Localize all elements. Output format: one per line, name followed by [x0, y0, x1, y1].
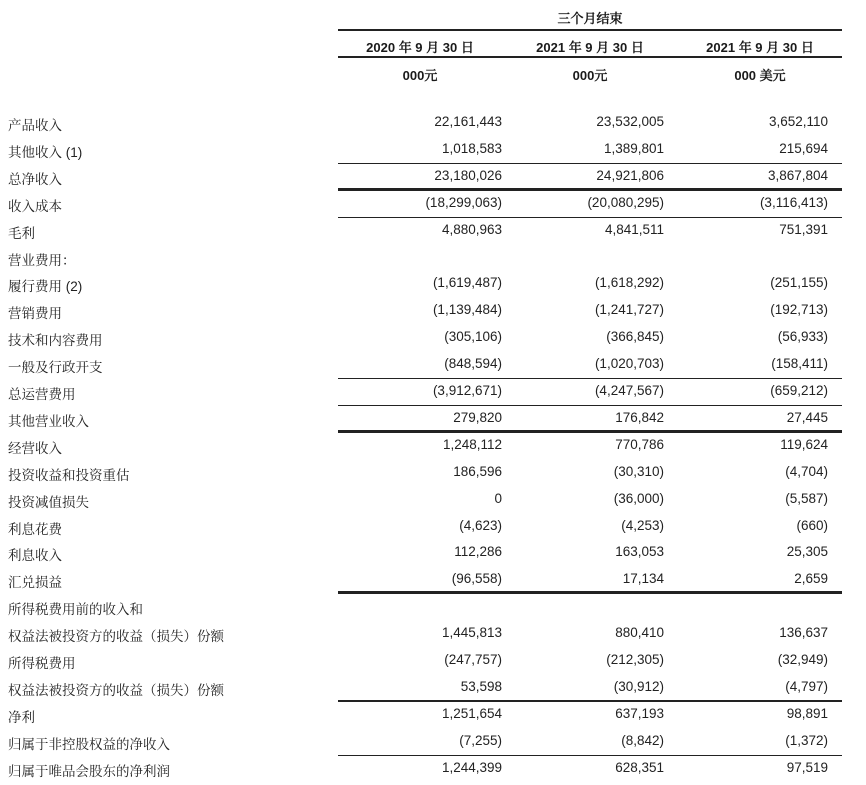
- table-row: [0, 620, 866, 647]
- row-value: (18,299,063): [425, 194, 502, 210]
- table-row: [0, 647, 866, 674]
- row-label: 总运营费用: [8, 387, 76, 402]
- column-unit: 000 美元: [734, 68, 786, 83]
- table-row: [0, 459, 866, 486]
- row-label: 汇兑损益: [8, 575, 62, 591]
- table-row: [0, 513, 866, 540]
- row-value: 136,637: [779, 625, 828, 641]
- row-label: 总净收入: [8, 171, 62, 187]
- row-value: (30,912): [613, 678, 664, 694]
- row-value: 97,519: [786, 759, 828, 775]
- row-value: (4,253): [621, 517, 664, 533]
- row-value: 24,921,806: [596, 167, 664, 183]
- row-label: 其他营业收入: [8, 413, 89, 429]
- table-row: [0, 163, 866, 190]
- row-label: 毛利: [8, 225, 35, 241]
- row-label: 一般及行政开支: [8, 360, 103, 376]
- table-row: [0, 486, 866, 513]
- table-row: [0, 190, 866, 217]
- row-label: 其他收入 (1): [8, 144, 83, 160]
- row-value: (1,618,292): [594, 275, 664, 291]
- table-row: [0, 136, 866, 163]
- period-heading: 三个月结束: [557, 11, 623, 26]
- row-label: 营业费用：: [8, 252, 76, 268]
- row-value: 17,134: [622, 571, 664, 587]
- row-value: (7,255): [459, 732, 502, 748]
- row-value: 1,018,583: [441, 140, 502, 156]
- row-value: (3,912,671): [432, 383, 502, 398]
- row-value: (1,241,727): [594, 302, 664, 318]
- table-row: [0, 217, 866, 244]
- row-value: 1,251,654: [441, 705, 502, 721]
- row-value: (659,212): [770, 383, 828, 398]
- row-value: 22,161,443: [434, 114, 502, 129]
- row-value: (4,623): [459, 517, 502, 533]
- row-value: (1,619,487): [432, 275, 502, 291]
- table-row: [0, 351, 866, 378]
- row-value: 2,659: [794, 571, 828, 587]
- table-row: [0, 566, 866, 593]
- row-label: 所得税费用前的收入和: [8, 602, 143, 618]
- column-date: 2021 年 9 月 30 日: [706, 40, 814, 55]
- column-date: 2021 年 9 月 30 日: [536, 40, 644, 55]
- table-row: [0, 324, 866, 351]
- row-value: (56,933): [777, 329, 828, 345]
- divider: [338, 56, 842, 58]
- row-value: 3,867,804: [767, 167, 828, 183]
- row-value: 25,305: [786, 544, 828, 560]
- row-label: 产品收入: [8, 118, 62, 133]
- row-label: 投资减值损失: [8, 494, 89, 510]
- row-value: 279,820: [453, 409, 502, 425]
- row-label: 技术和内容费用: [8, 333, 103, 349]
- row-value: (1,372): [785, 732, 828, 748]
- table-row: [0, 378, 866, 405]
- row-label: 利息花费: [8, 521, 62, 537]
- row-value: 27,445: [786, 409, 828, 425]
- row-label: 收入成本: [8, 198, 62, 214]
- row-label: 归属于非控股权益的净收入: [8, 736, 170, 752]
- row-value: 23,180,026: [434, 167, 502, 183]
- row-value: (1,020,703): [594, 356, 664, 372]
- row-value: 215,694: [779, 140, 828, 156]
- row-label: 营销费用: [8, 306, 62, 322]
- row-value: (36,000): [613, 490, 664, 506]
- row-value: (848,594): [444, 356, 502, 372]
- row-label: 利息收入: [8, 548, 62, 564]
- table-row: [0, 109, 866, 136]
- row-label: 净利: [8, 709, 35, 725]
- row-value: 751,391: [779, 221, 828, 237]
- row-label: 投资收益和投资重估: [8, 467, 130, 483]
- row-value: 1,248,112: [442, 436, 502, 452]
- row-value: 53,598: [460, 678, 502, 694]
- row-value: 119,624: [780, 436, 828, 452]
- row-value: 23,532,005: [596, 114, 664, 129]
- row-value: (366,845): [606, 329, 664, 345]
- table-row: [0, 701, 866, 728]
- table-row: [0, 755, 866, 782]
- row-value: (96,558): [451, 571, 502, 587]
- row-value: (20,080,295): [587, 194, 664, 210]
- row-label: 所得税费用: [8, 656, 76, 671]
- row-value: 637,193: [615, 705, 664, 721]
- row-value: (4,247,567): [594, 383, 664, 398]
- row-value: (660): [796, 517, 828, 533]
- row-value: 176,842: [615, 409, 664, 425]
- row-value: 4,880,963: [441, 221, 502, 237]
- row-value: 112,286: [454, 544, 502, 560]
- row-value: 880,410: [615, 625, 664, 641]
- table-row: [0, 244, 866, 271]
- row-value: (3,116,413): [759, 194, 828, 210]
- row-value: (305,106): [444, 329, 502, 345]
- column-unit: 000元: [402, 68, 438, 83]
- row-value: (8,842): [621, 732, 664, 748]
- table-row: [0, 297, 866, 324]
- row-label: 权益法被投资方的收益（损失）份额: [8, 629, 224, 645]
- column-unit: 000元: [572, 68, 608, 83]
- row-value: 3,652,110: [768, 114, 828, 129]
- row-value: 0: [494, 490, 502, 506]
- row-value: (5,587): [785, 490, 828, 506]
- row-value: 98,891: [786, 705, 828, 721]
- row-value: 4,841,511: [604, 221, 664, 237]
- table-row: [0, 539, 866, 566]
- row-value: 186,596: [453, 463, 502, 479]
- row-value: 628,351: [615, 759, 664, 775]
- row-label: 经营收入: [8, 440, 62, 456]
- row-value: (192,713): [770, 302, 828, 318]
- row-label: 归属于唯品会股东的净利润: [8, 763, 170, 779]
- table-row: [0, 674, 866, 701]
- row-value: 163,053: [615, 544, 664, 560]
- row-value: 1,389,801: [603, 140, 664, 156]
- row-label: 权益法被投资方的收益（损失）份额: [8, 682, 224, 698]
- table-row: [0, 270, 866, 297]
- row-value: (158,411): [771, 356, 828, 372]
- row-value: 1,244,399: [441, 759, 502, 775]
- table-row: [0, 728, 866, 755]
- row-value: (1,139,484): [432, 302, 502, 318]
- table-row: [0, 432, 866, 459]
- table-row: [0, 405, 866, 432]
- row-value: (4,797): [785, 678, 828, 694]
- row-value: (212,305): [606, 652, 664, 667]
- row-value: (247,757): [444, 652, 502, 667]
- row-value: (4,704): [785, 463, 828, 479]
- column-date: 2020 年 9 月 30 日: [366, 40, 474, 55]
- row-value: (251,155): [770, 275, 828, 291]
- row-value: (32,949): [777, 652, 828, 667]
- row-label: 履行费用 (2): [8, 279, 83, 295]
- row-value: (30,310): [613, 463, 664, 479]
- row-value: 1,445,813: [441, 625, 502, 641]
- row-value: 770,786: [615, 436, 664, 452]
- divider: [338, 29, 842, 31]
- table-row: [0, 593, 866, 620]
